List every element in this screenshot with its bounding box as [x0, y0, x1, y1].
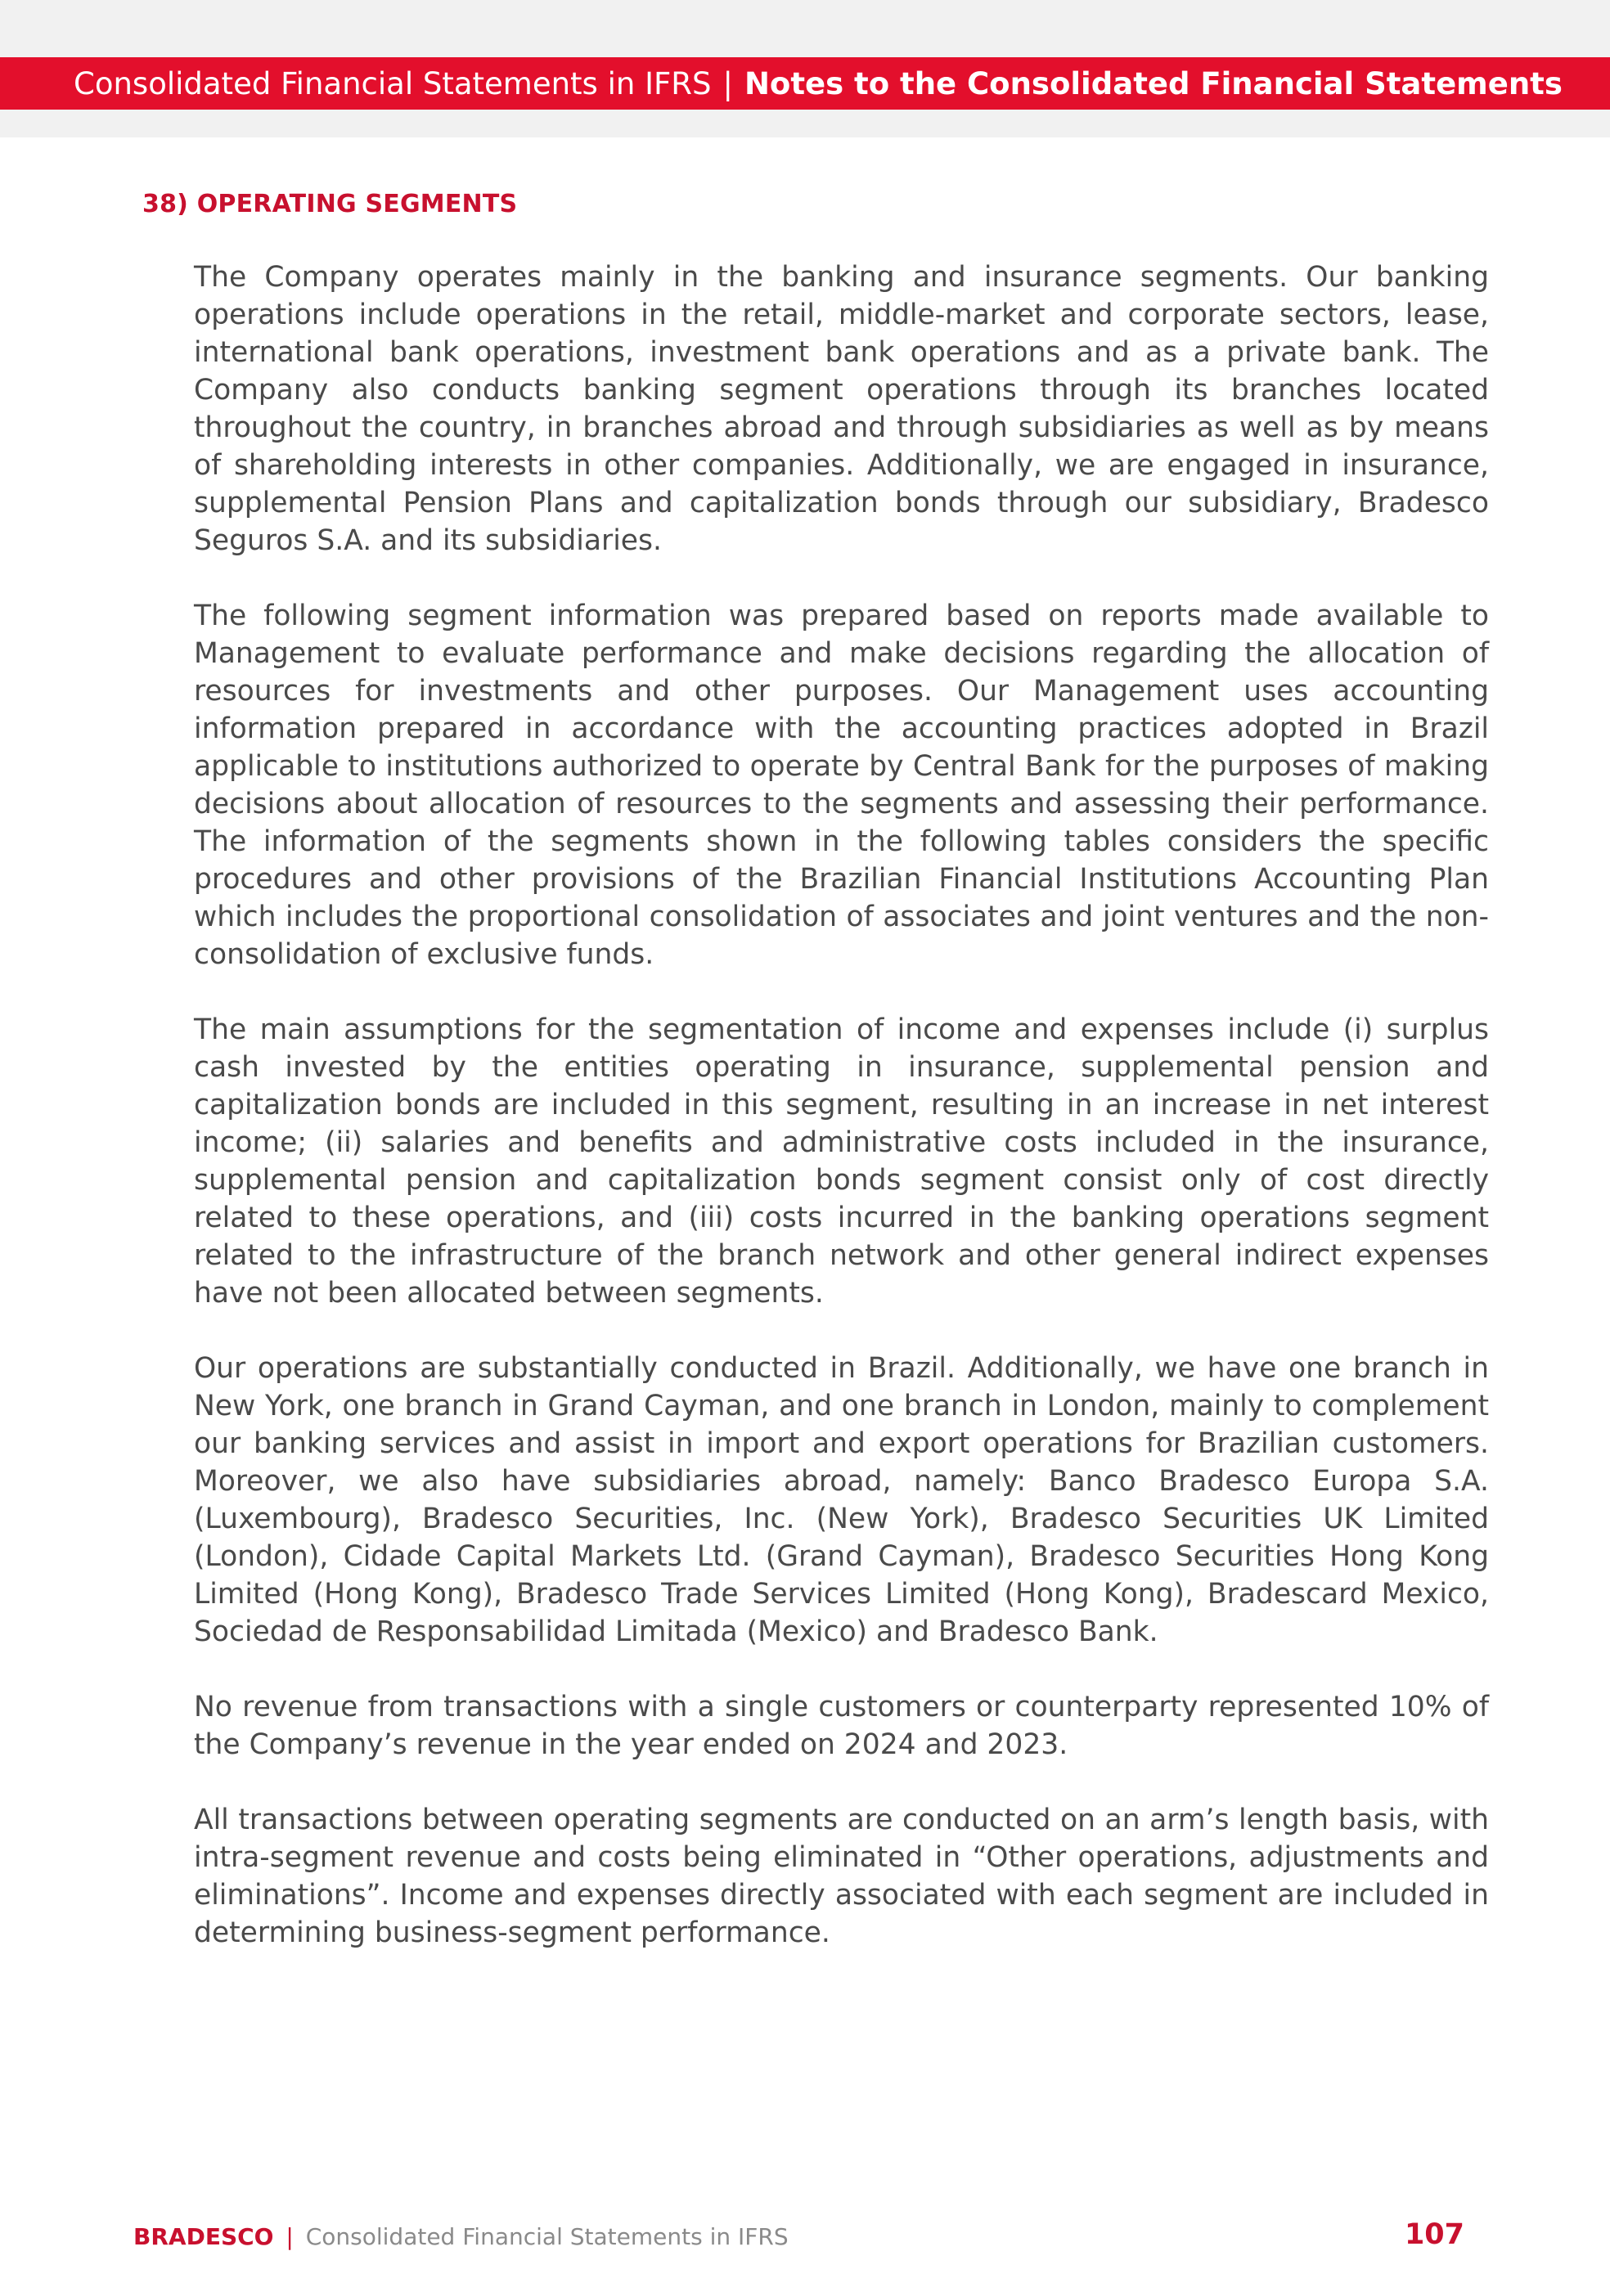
footer-brand: BRADESCO: [133, 2223, 274, 2250]
paragraph-3: The main assumptions for the segmentation of income and expenses include (i) surplus cash invested by the entities operating in insurance, supplemental pension and capitalization bonds are included in this segment, resulting in an increase in net interest income; (ii) salaries and benefits and administrative costs included in the insurance, supplemental pension and capitalization bonds segment consist only of cost directly related to these operations, and (iii) costs incurred in the banking operations segment related to the infrastructure of the branch network and other general indirect expenses have not been allocated between segments.: [194, 1013, 1489, 1310]
page-header: [0, 57, 1610, 110]
header-right-title: Notes to the Consolidated Financial Statements: [744, 65, 1563, 101]
paragraph-4: Our operations are substantially conducted in Brazil. Additionally, we have one branch in New York, one branch in Grand Cayman, and one branch in London, mainly to complement our banking services and assist in import and export operations for Brazilian customers. Moreover, we also have subsidiaries abroad, namely: Banco Bradesco Europa S.A. (Luxembourg), Bradesco Securities, Inc. (New York), Bradesco Securities UK Limited (London), Cidade Capital Markets Ltd. (Grand Cayman), Bradesco Securities Hong Kong Limited (Hong Kong), Bradesco Trade Services Limited (Hong Kong), Bradescard Mexico, Sociedad de Responsabilidad Limitada (Mexico) and Bradesco Bank.: [194, 1352, 1489, 1648]
footer-text: Consolidated Financial Statements in IFRS: [305, 2223, 789, 2250]
section-body: [194, 258, 1489, 1989]
paragraph-6: All transactions between operating segments are conducted on an arm’s length basis, with intra-segment revenue and costs being eliminated in “Other operations, adjustments and eliminations”. Income and expenses directly associated with each segment are included in determining business-segment performance.: [194, 1804, 1489, 1949]
page-number: 107: [1404, 2218, 1464, 2251]
footer-separator: |: [286, 2223, 294, 2250]
paragraph-2: The following segment information was prepared based on reports made available to Management to evaluate performance and make decisions regarding the allocation of resources for investments and other purposes. Our Management uses accounting information prepared in accordance with the accounting practices adopted in Brazil applicable to institutions authorized to operate by Central Bank for the purposes of making decisions about allocation of resources to the segments and assessing their performance. The information of the segments shown in the following tables considers the specific procedures and other provisions of the Brazilian Financial Institutions Accounting Plan which includes the proportional consolidation of associates and joint ventures and the non-consolidation of exclusive funds.: [194, 600, 1489, 971]
page-footer: [133, 2223, 789, 2250]
paragraph-1: The Company operates mainly in the banking and insurance segments. Our banking operations include operations in the retail, middle-market and corporate sectors, lease, international bank operations, investment bank operations and as a private bank. The Company also conducts banking segment operations through its branches located throughout the country, in branches abroad and through subsidiaries as well as by means of shareholding interests in other companies. Additionally, we are engaged in insurance, supplemental Pension Plans and capitalization bonds through our subsidiary, Bradesco Seguros S.A. and its subsidiaries.: [194, 261, 1489, 557]
header-separator: |: [722, 65, 733, 101]
header-left-title: Consolidated Financial Statements in IFRS: [74, 65, 712, 101]
section-title: 38) OPERATING SEGMENTS: [142, 190, 518, 218]
paragraph-5: No revenue from transactions with a single customers or counterparty represented 10% of the Company’s revenue in the year ended on 2024 and 2023.: [194, 1691, 1489, 1761]
